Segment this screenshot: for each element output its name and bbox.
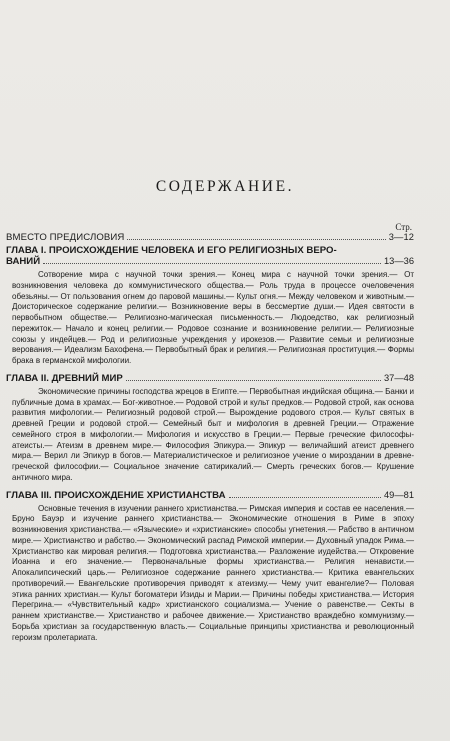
chapter-1-title-line1: ГЛАВА I. ПРОИСХОЖДЕНИЕ ЧЕЛОВЕКА И ЕГО РЕЛИГИОЗНЫХ ВЕРО- (6, 245, 337, 256)
preface-label: ВМЕСТО ПРЕДИСЛОВИЯ (6, 232, 125, 243)
chapter-3-summary: Основные течения в изучении раннего христианства.— Римская империя и состав ее населения.— Бруно Бауэр и изучение раннего христианства.— Экономические отношения в Риме в эпоху возникновения христианства.— «Языческие» и «христианские» способы угнетения.— Рабство в античном мире.— Христианство и рабство.— Экономический распад Римской империи.— Духовный упадок Рима.— Христианство как мировая религия.— Подготовка христианства.— Разложение иудейства.— Откровение Иоанна и его значение.— Первоначальные формы христианства.— Религия ненависти.— Апокалипсический царь.— Религиозное содержание раннего христианства.— Критика евангельских противоречий.— Евангельские противоречия приводят к атеизму.— Чему учит евангелие?— Половая этика ранних христиан.— Культ богоматери Изиды и Марии.— Причины победы христианства.— История Перегрина.— «Чувствительный кадр» христианского социализма.— Учение о равенстве.— Секты в раннем христианстве.— Христианство и рабочее движение.— Христианство враждебно коммунизму.— Борьба христиан за государственную власть.— Социальные принципы христианства и революционный героизм пролетариата. (12, 503, 414, 642)
toc-entry-chapter-2 (6, 373, 414, 484)
preface-pages: 3—12 (388, 232, 414, 242)
dot-leader (229, 490, 381, 498)
page-column-label: Стр. (395, 222, 412, 232)
toc-entry-chapter-1 (6, 245, 414, 367)
toc-entry-chapter-3 (6, 490, 414, 644)
chapter-1-summary: Сотворение мира с научной точки зрения.— Конец мира с научной точки зрения.— От возникновения человека до коммунистического общества.— Роль труда в процессе очеловечения обезьяны.— От пользования огнем до паровой машины.— Культ огня.— Между человеком и животным.— Доисторическое содержание религии.— Возникновение веры в бессмертие души.— Идея святости в первобытном обществе.— Религиозно-магическая письменность.— Людоедство, как религиозный пережиток.— Начало и конец религии.— Родовое сознание и возникновение религии.— Религиозные союзы у индейцев.— Род и религиозные учреждения у ирокезов.— Развитие семьи и религиозные верования.— Идеализм Бахофена.— Первобытный брак и религия.— Религиозная проституция.— Формы брака в германской мифологии. (12, 270, 414, 365)
chapter-2-summary: Экономические причины господства жрецов в Египте.— Первобытная индийская община.— Банки и публичные дома в храмах.— Бог-животное.— Родовой строй и культ предков.— Родовой строй, как основа развития мифологии.— Религиозный родовой строй.— Вырождение родового строя.— Культ святых в древней Греции и родовой строй.— Семейный быт и мифология в древней Греции.— Отражение семейного строя в мифологии.— Мифология и искусство в Греции.— Первые греческие философы-атеисты.— Атеизм в древнем мире.— Философия Эпикура.— Эпикур — величайший атеист древнего мира.— Верил ли Эпикур в богов.— Материалистическое и религиозное учение о мироздании в древне-греческой философии.— Социальное значение сатирикалий.— Смерть греческих богов.— Крушение античного мира. (12, 386, 414, 482)
page-title: СОДЕРЖАНИЕ. (155, 178, 295, 195)
chapter-3-title: ГЛАВА III. ПРОИСХОЖДЕНИЕ ХРИСТИАНСТВА (6, 489, 226, 501)
table-of-contents (6, 232, 414, 643)
dot-leader (43, 256, 381, 264)
dot-leader (127, 232, 385, 240)
dot-leader (126, 373, 381, 381)
toc-entry-preface (6, 232, 414, 243)
chapter-2-title: ГЛАВА II. ДРЕВНИЙ МИР (6, 372, 123, 384)
chapter-3-pages: 49—81 (384, 489, 414, 500)
chapter-1-title-line2: ВАНИЙ (6, 256, 41, 267)
chapter-2-pages: 37—48 (384, 372, 414, 383)
chapter-1-pages: 13—36 (384, 256, 414, 266)
